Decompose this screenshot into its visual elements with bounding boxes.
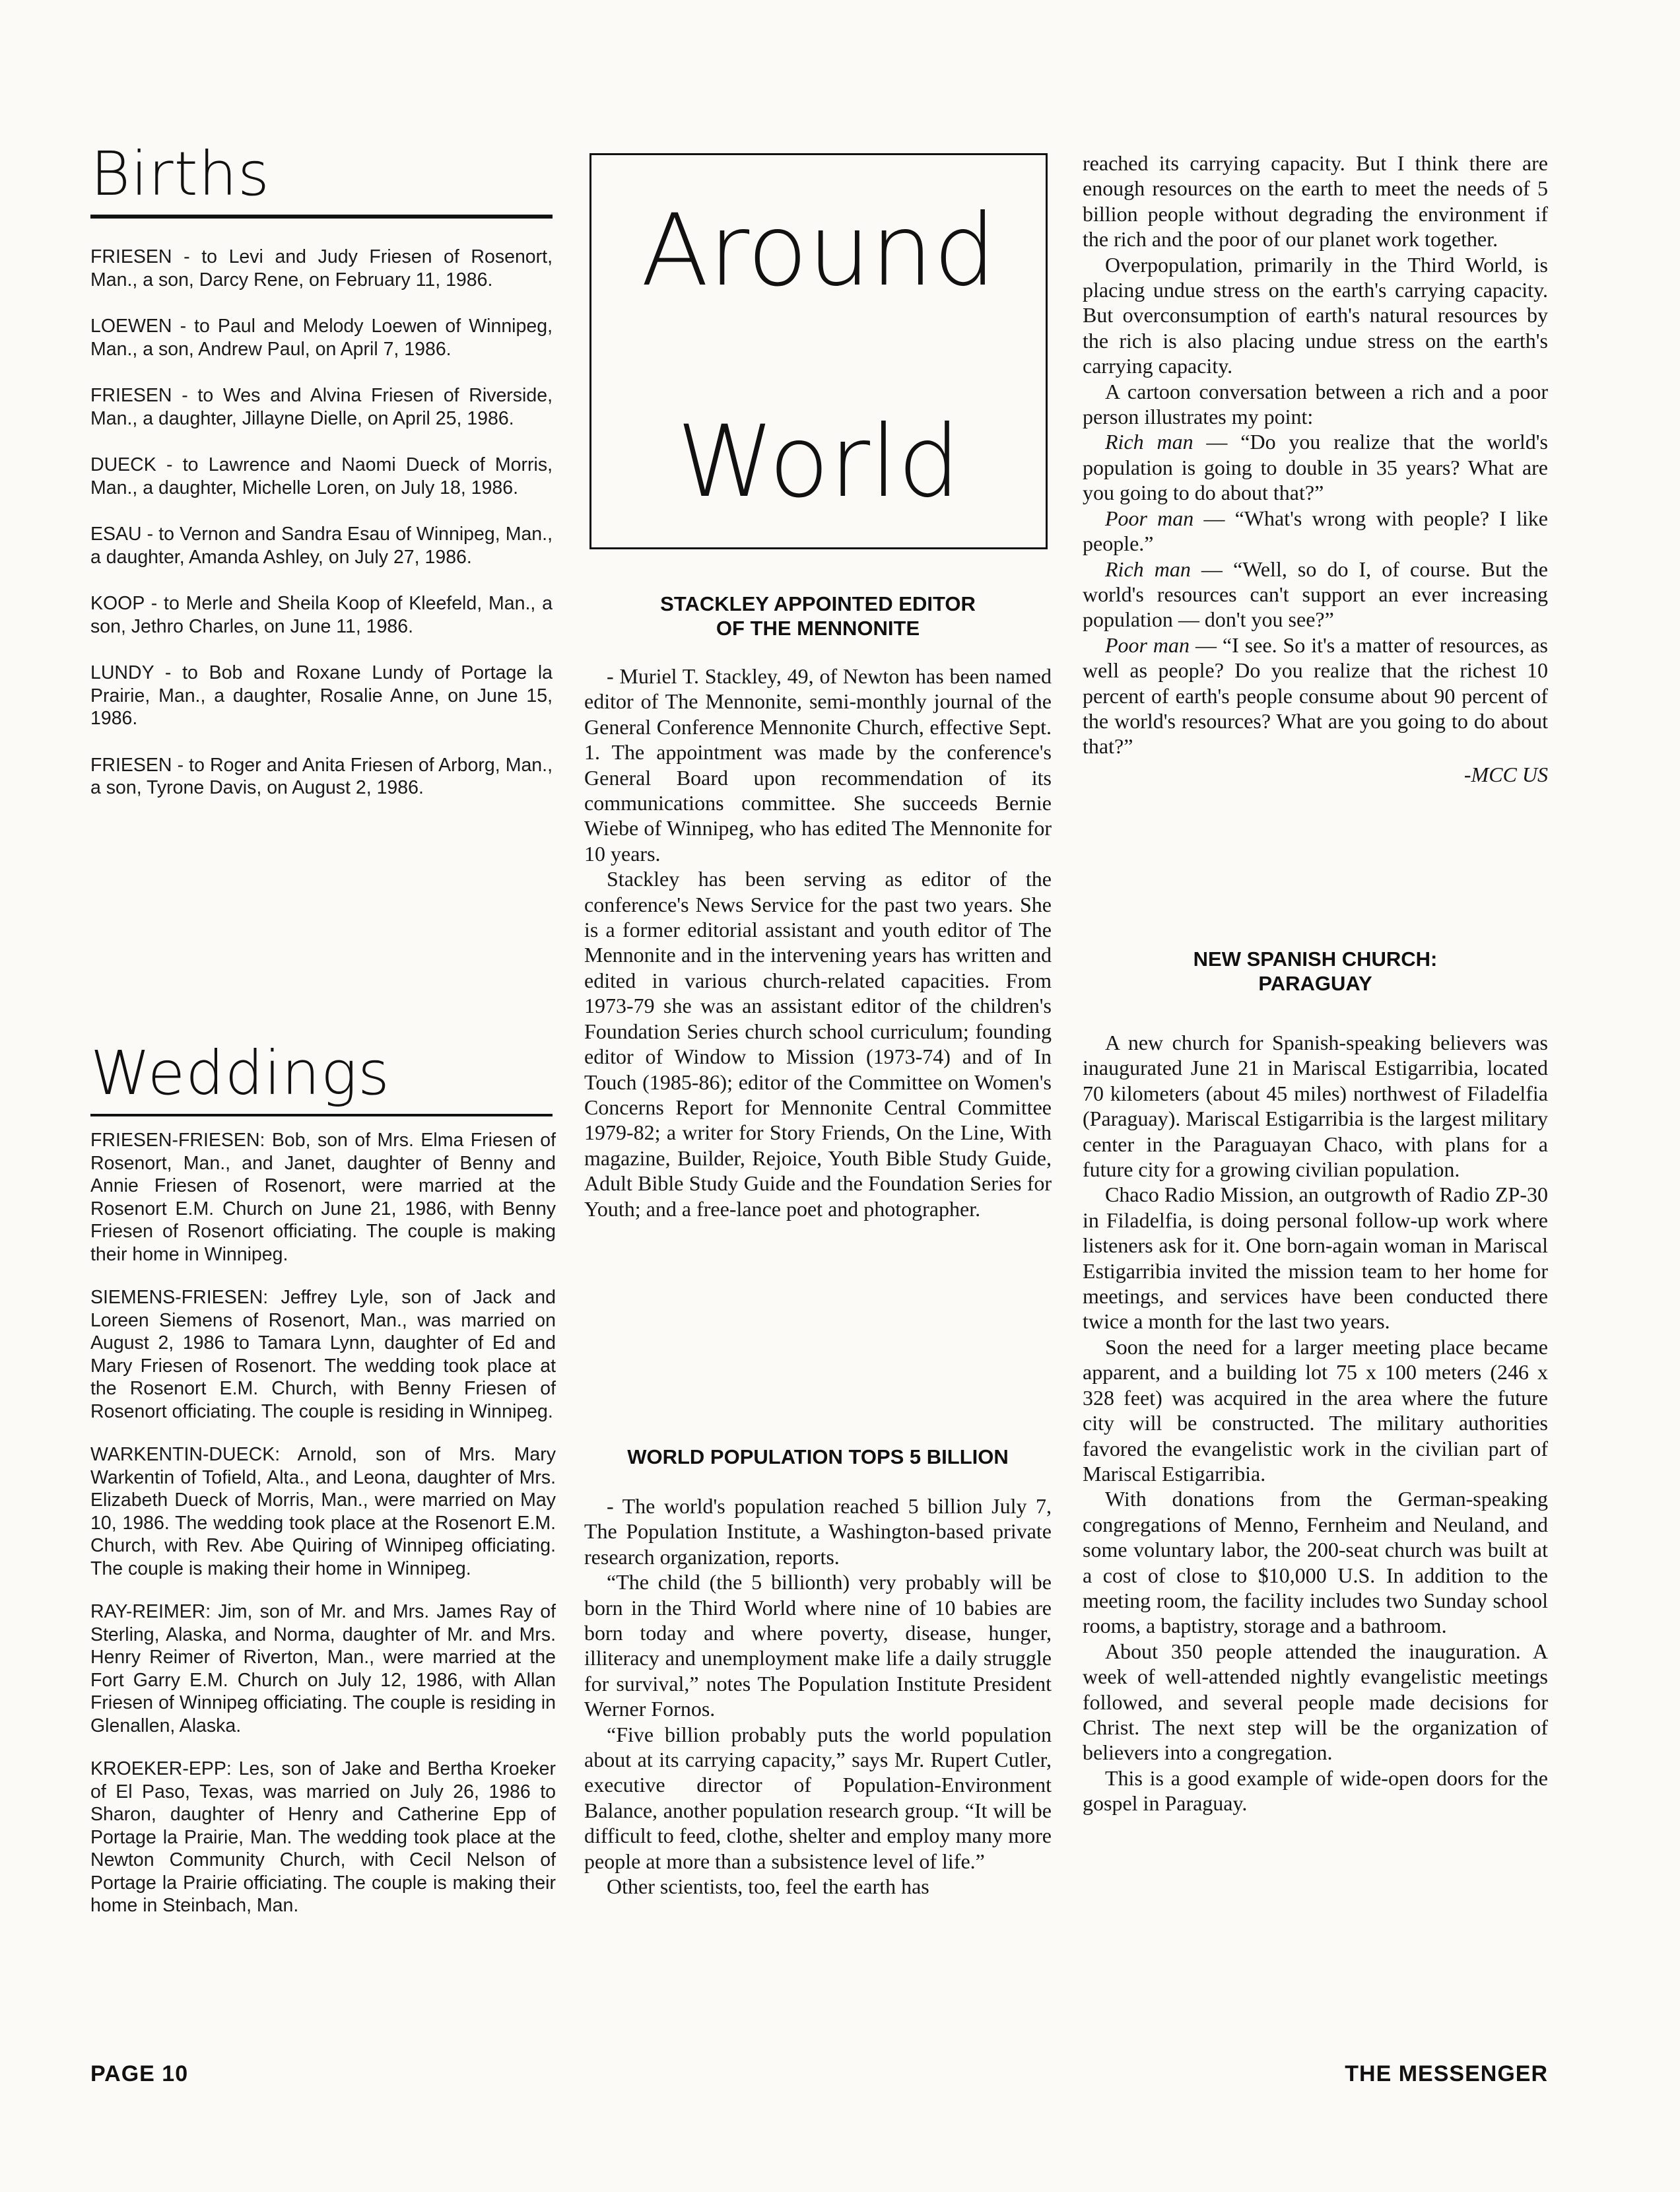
article-paragraph: - Muriel T. Stackley, 49, of Newton has been named editor of The Mennonite, semi-monthly journal of the General Conference Mennonite Church, effective Sept. 1. The appointment was made by the conference's General Board upon recommendation of its communications committee. She succeeds Bernie Wiebe of Winnipeg, who has edited The Mennonite for 10 years. [584,664,1052,866]
dialog-text: — “Do you realize that the world's population is going to double in 35 years? What are you going to do about that?” [1083,430,1549,505]
box-title-world: World [677,405,960,520]
article-paragraph: Stackley has been serving as editor of the conference's News Service for the past two years. She is a former editorial assistant and youth editor of The Mennonite and in the intervening years has written and edited in various church-related capacities. From 1973-79 she was an assistant editor of the children's Foundation Series church school curriculum; founding editor of Window to Mission (1973-74) and of In Touch (1985-86); editor of the Committee on Women's Concerns Report for Mennonite Central Committee 1979-82; a writer for Story Friends, On the Line, With magazine, Builder, Rejoice, Youth Bible Study Guide, Adult Bible Study Guide and the Foundation Series for Youth; and a free-lance poet and photographer. [584,867,1052,1221]
wedding-notice: WARKENTIN-DUECK: Arnold, son of Mrs. Mary Warkentin of Tofield, Alta., and Leona, daughter of Mrs. Elizabeth Dueck of Morris, Man., were married on May 10, 1986. The wedding took place at the Rosenort E.M. Church, with Rev. Abe Quiring of Winnipeg officiating. The couple is making their home in Winnipeg. [90,1444,556,1579]
population-article-body [584,1493,1052,1900]
spanish-church-article-body [1083,1030,1548,1816]
births-heading: Births [90,139,270,209]
dialog-line [1083,557,1548,633]
births-rule [90,215,553,219]
birth-notice: ESAU - to Vernon and Sandra Esau of Winnipeg, Man., a daughter, Amanda Ashley, on July 27, 1986. [90,524,553,568]
article-credit: -MCC US [1463,762,1548,786]
headline-line: PARAGUAY [1258,972,1372,995]
wedding-notice: KROEKER-EPP: Les, son of Jake and Bertha Kroeker of El Paso, Texas, was married on July 26, 1986 to Sharon, daughter of Henry and Catherine Epp of Portage la Prairie, Man. The wedding took place at the Newton Community Church, with Cecil Nelson of Portage la Prairie officiating. The couple is making their home in Steinbach, Man. [90,1758,556,1916]
wedding-notice: RAY-REIMER: Jim, son of Mr. and Mrs. James Ray of Sterling, Alaska, and Norma, daughter of Mr. and Mrs. Henry Reimer of Riverton, Man., were married at the Fort Garry E.M. Church on July 12, 1986, with Allan Friesen of Winnipeg officiating. The couple is residing in Glenallen, Alaska. [90,1601,556,1736]
publication-name: THE MESSENGER [1345,2061,1548,2086]
weddings-list [90,1129,556,1938]
spanish-church-headline [1083,947,1548,996]
article-paragraph: A cartoon conversation between a rich and a poor person illustrates my point: [1083,379,1548,429]
dialog-speaker: Rich man [1105,430,1193,454]
page-number: PAGE 10 [90,2061,189,2086]
article-paragraph: About 350 people attended the inauguration. A week of well-attended nightly evangelistic meetings followed, and several people made decisions for Christ. The next step will be the organization of believers into a congregation. [1083,1639,1548,1765]
birth-notice: FRIESEN - to Wes and Alvina Friesen of Riverside, Man., a daughter, Jillayne Dielle, on April 25, 1986. [90,385,553,429]
article-paragraph: This is a good example of wide-open doors for the gospel in Paraguay. [1083,1765,1548,1816]
article-paragraph: Chaco Radio Mission, an outgrowth of Radio ZP-30 in Filadelfia, is doing personal follow-up work where listeners ask for it. One born-again woman in Mariscal Estigarribia invited the mission team to her home for meetings, and services have been conducted there twice a month for the last two years. [1083,1182,1548,1334]
dialog-text: — “What's wrong with people? I like people.” [1083,506,1548,556]
wedding-notice: FRIESEN-FRIESEN: Bob, son of Mrs. Elma Friesen of Rosenort, Man., and Janet, daughter of Benny and Annie Friesen of Rosenort, were married at the Rosenort E.M. Church on June 21, 1986, with Benny Friesen of Rosenort officiating. The couple is making their home in Winnipeg. [90,1130,556,1265]
wedding-notice: SIEMENS-FRIESEN: Jeffrey Lyle, son of Jack and Loreen Siemens of Rosenort, Man., was married on August 2, 1986 to Tamara Lynn, daughter of Ed and Mary Friesen of Rosenort. The wedding took place at the Rosenort E.M. Church, with Benny Friesen of Rosenort officiating. The couple is residing in Winnipeg. [90,1287,556,1422]
article-paragraph: Other scientists, too, feel the earth has [607,1874,929,1899]
article-paragraph: With donations from the German-speaking congregations of Menno, Fernheim and Neuland, and some voluntary labor, the 200-seat church was built at a cost of close to $10,000 U.S. In addition to the meeting room, the facility includes two Sunday school rooms, a baptistry, storage and a bathroom. [1083,1487,1548,1638]
stackley-headline [584,592,1052,640]
dialog-text: — “I see. So it's a matter of resources, as well as people? Do you realize that the richest 10 percent of earth's people consume about 90 percent of the world's resources? What are you going to do about that?” [1083,633,1549,759]
around-the-world-box [589,153,1048,549]
birth-notice: FRIESEN - to Roger and Anita Friesen of Arborg, Man., a son, Tyrone Davis, on August 2, 1986. [90,754,553,798]
headline-line: OF THE MENNONITE [716,617,920,640]
population-article-continued [1083,151,1548,787]
headline-line: WORLD POPULATION TOPS 5 BILLION [627,1445,1009,1468]
birth-notice: LUNDY - to Bob and Roxane Lundy of Portage la Prairie, Man., a daughter, Rosalie Anne, on June 15, 1986. [90,662,553,729]
headline-line: NEW SPANISH CHURCH: [1193,947,1438,971]
box-title-around: Around [640,193,997,308]
birth-notice: KOOP - to Merle and Sheila Koop of Kleefeld, Man., a son, Jethro Charles, on June 11, 1986. [90,593,553,637]
article-paragraph: A new church for Spanish-speaking believers was inaugurated June 21 in Mariscal Estigarribia, located 70 kilometers (about 45 miles) northwest of Filadelfia (Paraguay). Mariscal Estigarribia is the largest military center in the Paraguayan Chaco, with plans for a future city for a growing civilian population. [1083,1031,1548,1182]
article-paragraph: - The world's population reached 5 billion July 7, The Population Institute, a Washington-based private research organization, reports. [584,1494,1052,1569]
population-headline [584,1445,1052,1469]
article-paragraph: reached its carrying capacity. But I think there are enough resources on the earth to meet the needs of 5 billion people without degrading the environment if the rich and the poor of our planet work together. [1083,151,1548,252]
dialog-line [1083,429,1548,505]
stackley-article-body [584,664,1052,1221]
weddings-heading: Weddings [90,1038,390,1109]
dialog-text: — “Well, so do I, of course. But the world's resources can't support an ever increasing population — don't you see?” [1083,557,1549,632]
dialog-line [1083,506,1548,557]
birth-notice: LOEWEN - to Paul and Melody Loewen of Winnipeg, Man., a son, Andrew Paul, on April 7, 1986. [90,316,553,360]
dialog-speaker: Poor man [1105,633,1190,657]
headline-line: STACKLEY APPOINTED EDITOR [660,592,976,615]
article-paragraph: Soon the need for a larger meeting place became apparent, and a building lot 75 x 100 meters (246 x 328 feet) was acquired in the area where the future city will be constructed. The military authorities favored the evangelistic work in the civilian part of Mariscal Estigarribia. [1083,1334,1548,1486]
article-paragraph: “The child (the 5 billionth) very probably will be born in the Third World where nine of 10 babies are born today and where poverty, disease, hunger, illiteracy and unemployment make life a daily struggle for survival,” notes The Population Institute President Werner Fornos. [584,1570,1052,1721]
dialog-speaker: Poor man [1105,506,1194,530]
article-paragraph: Overpopulation, primarily in the Third World, is placing undue stress on the earth's carrying capacity. But overconsumption of earth's natural resources by the rich is also placing undue stress on the earth's carrying capacity. [1083,252,1548,378]
dialog-speaker: Rich man [1105,557,1191,581]
births-list [90,246,553,823]
birth-notice: DUECK - to Lawrence and Naomi Dueck of Morris, Man., a daughter, Michelle Loren, on July 18, 1986. [90,454,553,498]
article-paragraph: “Five billion probably puts the world population about at its carrying capacity,” says Mr. Rupert Cutler, executive director of Population-Environment Balance, another population research group. “It will be difficult to feed, clothe, shelter and employ many more people at more than a subsistence level of life.” [584,1722,1052,1873]
dialog-line [1083,633,1548,759]
weddings-rule [90,1114,553,1116]
birth-notice: FRIESEN - to Levi and Judy Friesen of Rosenort, Man., a son, Darcy Rene, on February 11, 1986. [90,246,553,291]
